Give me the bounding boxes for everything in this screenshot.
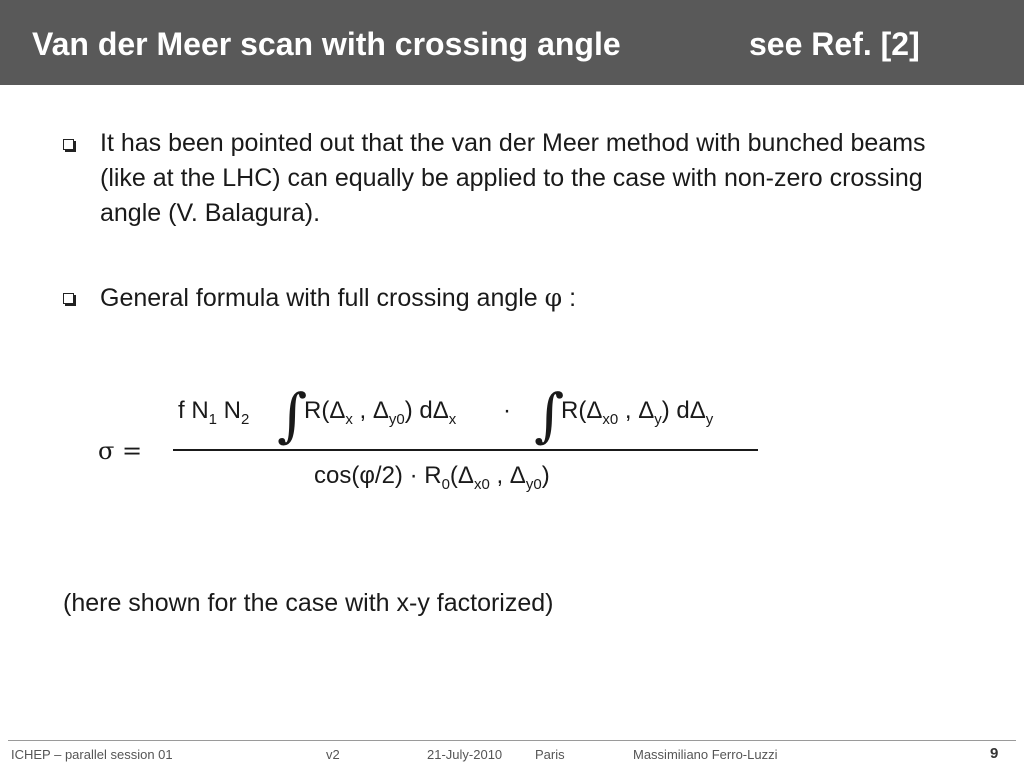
- fraction-bar: [173, 449, 758, 451]
- numerator-term-y: $R(\Delta_{x0}$ , $\Delta_y$) $d\Delta_y$: [561, 397, 714, 428]
- bullet-text-after: :: [562, 284, 577, 312]
- bullet-text: [100, 280, 970, 316]
- slide-reference: see Ref. [2]: [749, 26, 920, 62]
- bullet-text: It has been pointed out that the van der Meer method with bunched beams (like at the LHC) can equally be applied to the case with non-zero crossing angle (V. Balagura).: [100, 129, 926, 227]
- footer-date: 21-July-2010: [427, 747, 503, 762]
- title-bar: [0, 0, 1024, 85]
- factorized-note: (here shown for the case with x-y factorized): [63, 589, 554, 617]
- numerator-prefix: f $N_1$ $N_2$: [178, 397, 250, 428]
- footer-divider: [8, 740, 1016, 741]
- formula-lhs: σ =: [98, 437, 143, 465]
- page-number: 9: [990, 745, 999, 762]
- numerator-term-x: $R(\Delta_x$ , $\Delta_{y0}$) $d\Delta_x$: [304, 397, 457, 428]
- integral-symbol: ∫: [534, 381, 565, 449]
- bullet-text-before: General formula with full crossing angle: [100, 284, 545, 312]
- denominator: $\cos(\varphi/2) \cdot R_0(\Delta_{x0}$ , $\Delta_{y0}$): [314, 462, 550, 493]
- phi-symbol: φ: [544, 283, 563, 312]
- square-bullet-icon: [63, 139, 74, 150]
- footer-author: Massimiliano Ferro-Luzzi: [633, 747, 778, 762]
- footer-place: Paris: [535, 747, 565, 762]
- multiplication-dot: ·: [503, 397, 511, 424]
- slide-title: Van der Meer scan with crossing angle: [32, 26, 621, 62]
- integral-symbol: ∫: [277, 381, 308, 449]
- footer-version: v2: [326, 747, 340, 762]
- footer-session: ICHEP – parallel session 01: [11, 747, 173, 762]
- square-bullet-icon: [63, 293, 74, 304]
